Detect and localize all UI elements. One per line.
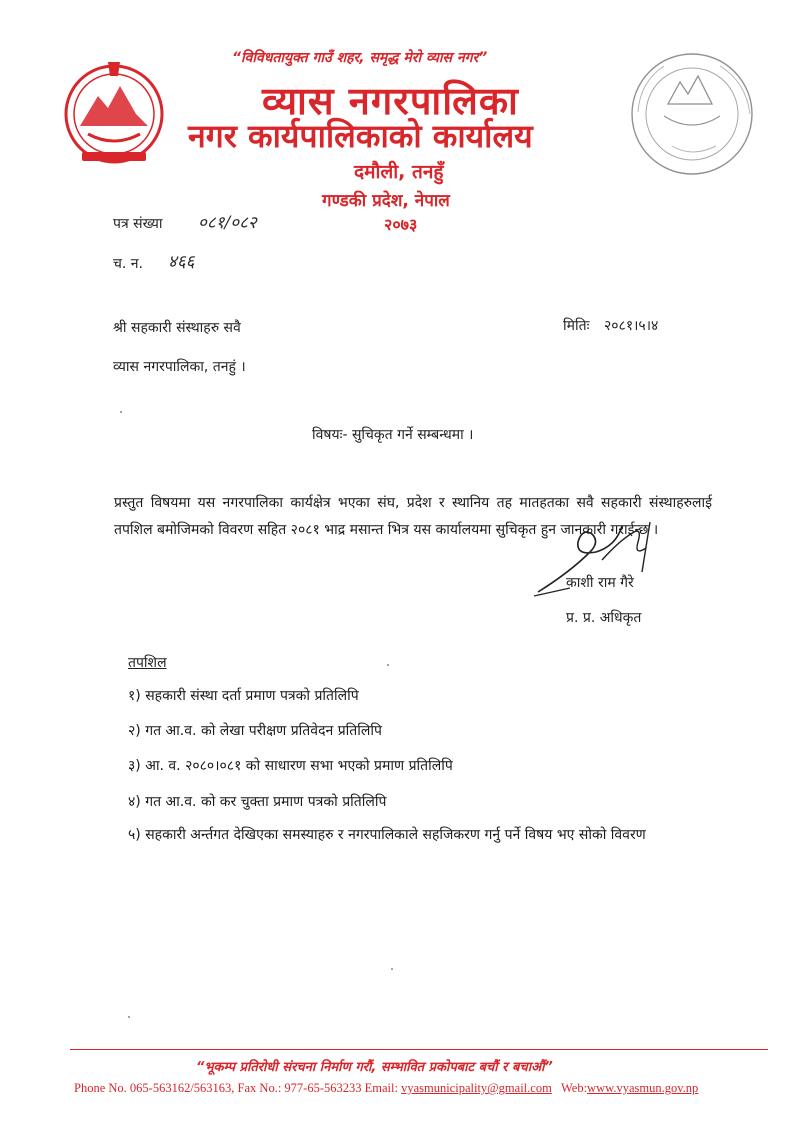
office-subtitle: नगर कार्यपालिकाको कार्यालय	[188, 117, 533, 155]
schedule-item: २) गत आ.व. को लेखा परीक्षण प्रतिवेदन प्रतिलिपि	[128, 723, 382, 739]
footer-phone: Phone No. 065-563162/563163, Fax No.: 977-65-563233	[74, 1081, 362, 1095]
subject-line: विषयः- सुचिकृत गर्ने सम्बन्धमा ।	[312, 427, 474, 443]
schedule-item: ४) गत आ.व. को कर चुक्ता प्रमाण पत्रको प्रतिलिपि	[128, 794, 387, 810]
schedule-item: ३) आ. व. २०८०।०८१ को साधारण सभा भएको प्रमाण प्रतिलिपि	[128, 758, 453, 774]
office-province: गण्डकी प्रदेश, नेपाल	[322, 191, 450, 211]
letterhead-tagline: “विविधतायुक्त गाउँ शहर, समृद्ध मेरो व्यास नगर”	[232, 50, 488, 66]
recipient-line-1: श्री सहकारी संस्थाहरु सवै	[113, 320, 241, 336]
signatory-name: काशी राम गैरे	[566, 575, 634, 591]
scan-speck	[387, 664, 389, 666]
footer-quote: “भूकम्प प्रतिरोधी संरचना निर्माण गरौं, सम्भावित प्रकोपबाट बचौं र बचाऔं”	[196, 1060, 553, 1075]
date-label: मितिः	[563, 318, 590, 334]
ref-label: पत्र संख्या	[113, 216, 163, 232]
schedule-heading: तपशिल	[128, 655, 167, 671]
footer-web-label: Web:	[560, 1081, 588, 1095]
dispatch-number: ४६६	[168, 252, 195, 272]
dispatch-label: च. न.	[113, 256, 144, 272]
office-name: व्यास नगरपालिका	[262, 79, 519, 123]
office-seal-stamp	[612, 42, 762, 182]
scan-speck	[391, 968, 393, 970]
schedule-item: ५) सहकारी अर्न्तगत देखिएका समस्याहरु र नगरपालिकाले सहजिकरण गर्नु पर्ने विषय भए सोको विवरण	[128, 827, 646, 843]
footer-email-link[interactable]: vyasmunicipality@gmail.com	[401, 1081, 552, 1095]
office-location: दमौली, तनहुँ	[354, 161, 444, 183]
scan-speck	[120, 411, 122, 413]
footer-divider	[70, 1049, 768, 1050]
letter-body: प्रस्तुत विषयमा यस नगरपालिका कार्यक्षेत्र भएका संघ, प्रदेश र स्थानिय तह मातहतका सवै सहकारी संस्थाहरुलाई तपशिल बमोजिमको विवरण सहित २०८१ भाद्र मसान्त भित्र यस कार्यालयमा सुचिकृत हुन जानकारी गराईन्छ ।	[114, 495, 712, 538]
schedule-item: १) सहकारी संस्था दर्ता प्रमाण पत्रको प्रतिलिपि	[128, 688, 359, 704]
ref-number: ०८१/०८२	[198, 213, 257, 233]
signatory-title: प्र. प्र. अधिकृत	[566, 610, 642, 626]
date-value: २०८१।५।४	[604, 318, 659, 334]
recipient-line-2: व्यास नगरपालिका, तनहुं ।	[113, 359, 246, 375]
footer-web-link[interactable]: www.vyasmun.gov.np	[587, 1081, 699, 1095]
footer-email-label: Email:	[364, 1081, 398, 1095]
office-year: २०७३	[384, 215, 418, 234]
scan-speck	[128, 1016, 130, 1018]
footer-contact	[74, 1081, 698, 1096]
nepal-emblem-icon	[58, 56, 170, 168]
